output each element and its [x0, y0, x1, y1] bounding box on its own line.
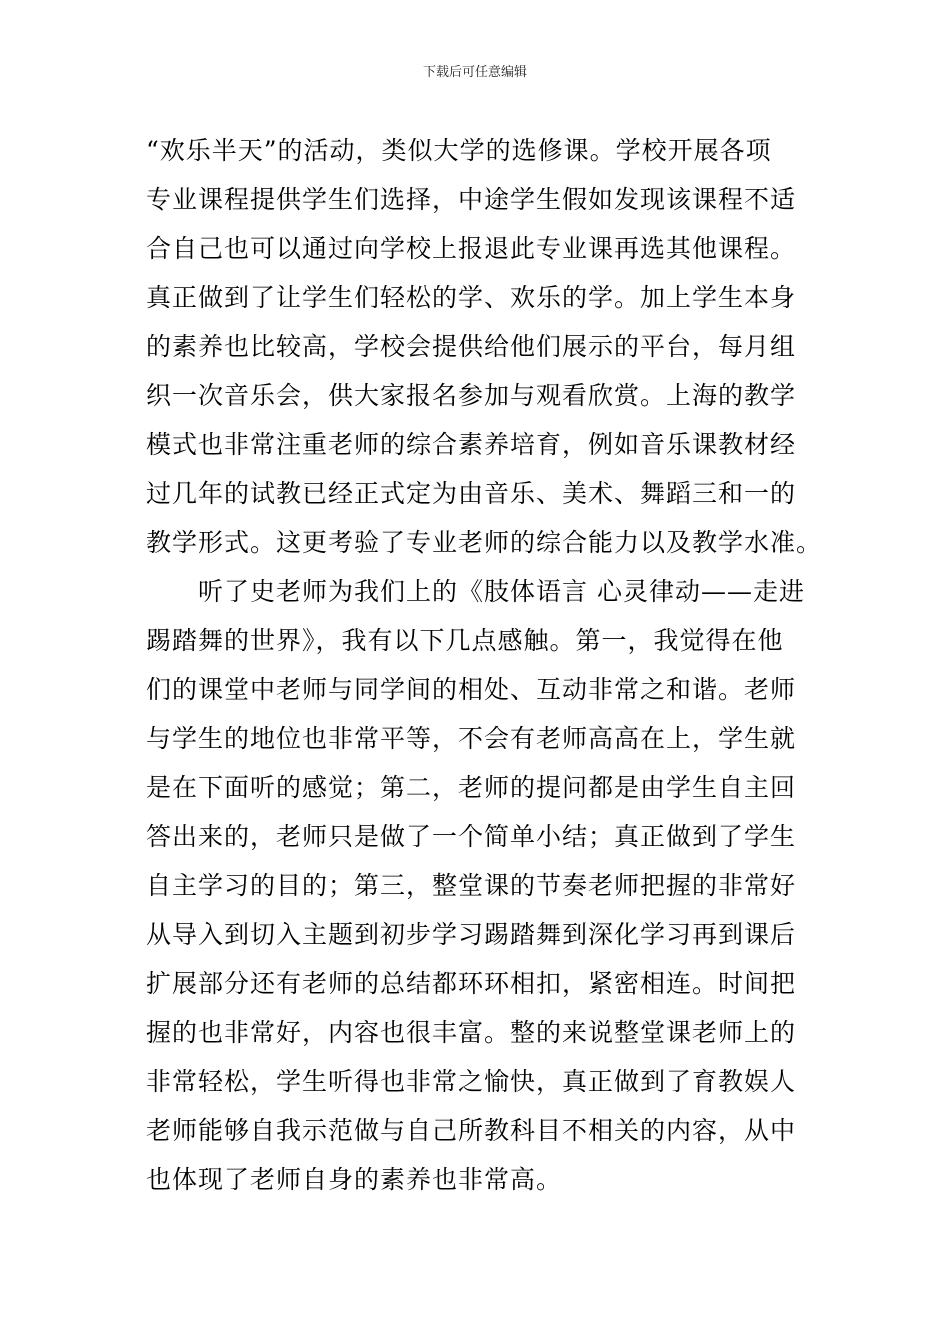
text-line: 答出来的，老师只是做了一个简单小结；真正做到了学生 — [146, 822, 797, 851]
page-header: 下载后可任意编辑 — [422, 65, 527, 80]
text-line: 过几年的试教已经正式定为由音乐、美术、舞蹈三和一的 — [146, 479, 797, 508]
text-line: 非常轻松，学生听得也非常之愉快，真正做到了育教娱人 — [146, 1067, 797, 1096]
text-line: 织一次音乐会，供大家报名参加与观看欣赏。上海的教学 — [146, 381, 797, 410]
text-line: 扩展部分还有老师的总结都环环相扣，紧密相连。时间把 — [146, 969, 797, 998]
text-line: 真正做到了让学生们轻松的学、欢乐的学。加上学生本身 — [146, 283, 797, 312]
text-line: 是在下面听的感觉；第二，老师的提问都是由学生自主回 — [146, 773, 797, 802]
text-line: “欢乐半天”的活动，类似大学的选修课。学校开展各项 — [146, 136, 772, 165]
text-line: 教学形式。这更考验了专业老师的综合能力以及教学水准。 — [146, 528, 823, 557]
text-line: 们的课堂中老师与同学间的相处、互动非常之和谐。老师 — [146, 675, 797, 704]
text-line: 的素养也比较高，学校会提供给他们展示的平台，每月组 — [146, 332, 797, 361]
text-line: 也体现了老师自身的素养也非常高。 — [146, 1165, 563, 1194]
text-line: 合自己也可以通过向学校上报退此专业课再选其他课程。 — [146, 234, 797, 263]
text-line: 模式也非常注重老师的综合素养培育，例如音乐课教材经 — [146, 430, 797, 459]
document-body — [146, 126, 823, 1204]
text-line: 与学生的地位也非常平等，不会有老师高高在上，学生就 — [146, 724, 797, 753]
text-line: 从导入到切入主题到初步学习踢踏舞到深化学习再到课后 — [146, 920, 797, 949]
text-line: 握的也非常好，内容也很丰富。整的来说整堂课老师上的 — [146, 1018, 797, 1047]
text-line: 专业课程提供学生们选择，中途学生假如发现该课程不适 — [146, 185, 797, 214]
paragraph-start-line: 听了史老师为我们上的《肢体语言 心灵律动——走进 — [198, 577, 805, 606]
text-line: 自主学习的目的；第三，整堂课的节奏老师把握的非常好 — [146, 871, 797, 900]
text-line: 老师能够自我示范做与自己所教科目不相关的内容，从中 — [146, 1116, 797, 1145]
text-line: 踢踏舞的世界》，我有以下几点感触。第一，我觉得在他 — [146, 626, 784, 655]
